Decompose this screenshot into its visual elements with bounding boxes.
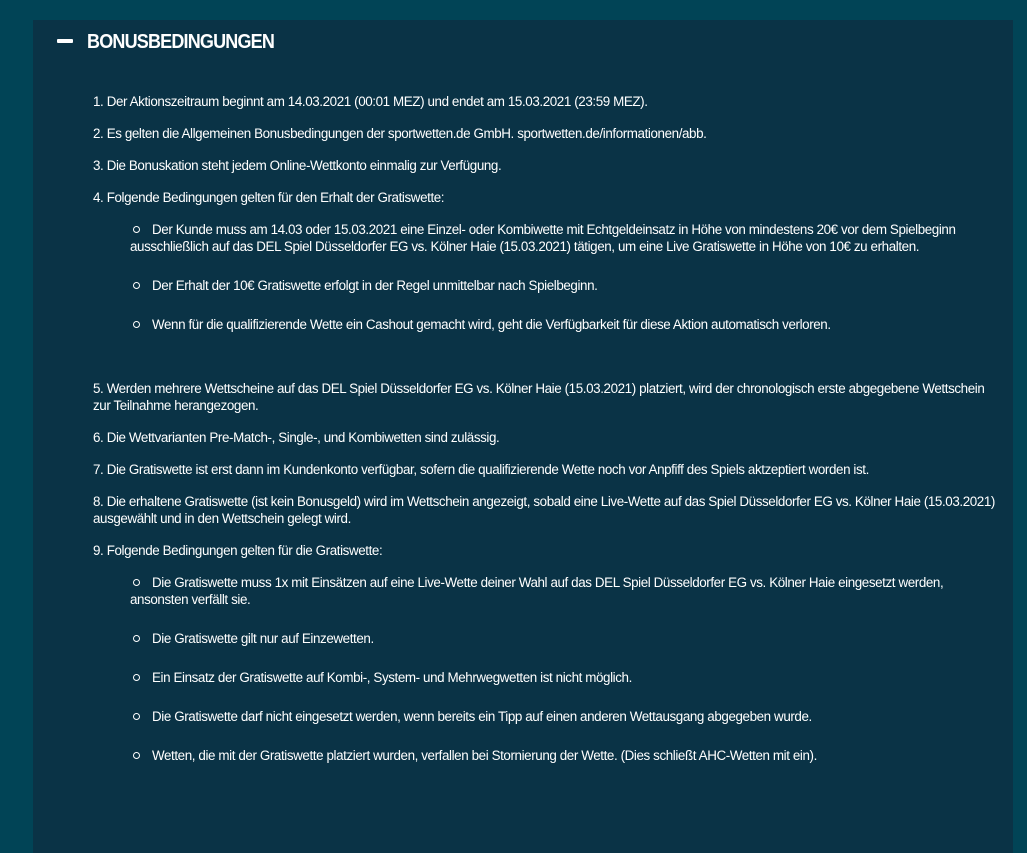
term-4: 4. Folgende Bedingungen gelten für den Erhalt der Gratiswette: <box>93 190 445 205</box>
circle-bullet-icon <box>133 752 140 759</box>
term-7: 7. Die Gratiswette ist erst dann im Kundenkonto verfügbar, sofern die qualifizierende Wette noch vor Anpfiff des Spiels aktzeptiert worden ist. <box>93 462 869 477</box>
bonus-terms-header[interactable] <box>33 20 1013 64</box>
list-item <box>130 630 1003 647</box>
circle-bullet-icon <box>133 713 140 720</box>
bonus-terms-panel <box>33 20 1013 853</box>
circle-bullet-icon <box>133 579 140 586</box>
list-item-text: Der Erhalt der 10€ Gratiswette erfolgt in der Regel unmittelbar nach Spielbeginn. <box>152 278 598 293</box>
term-3: 3. Die Bonuskation steht jedem Online-Wettkonto einmalig zur Verfügung. <box>93 158 502 173</box>
list-item-text: Die Gratiswette muss 1x mit Einsätzen auf eine Live-Wette deiner Wahl auf das DEL Spiel Düsseldorfer EG vs. Kölner Haie eingesetzt werden, ansonsten verfällt sie. <box>130 575 944 607</box>
list-item-text: Der Kunde muss am 14.03 oder 15.03.2021 eine Einzel- oder Kombiwette mit Echtgeldeinsatz in Höhe von mindestens 20€ vor dem Spielbeginn ausschließlich auf das DEL Spiel Düsseldorfer EG vs. Kölner Haie (15.03.2021) tätigen, um eine Live Gratiswette in Höhe von 10€ zu erhalten. <box>130 222 956 254</box>
list-item <box>130 574 1003 608</box>
list-item-text: Die Gratiswette darf nicht eingesetzt werden, wenn bereits ein Tipp auf einen anderen Wettausgang abgegeben wurde. <box>152 709 812 724</box>
term-4-sublist <box>93 221 1003 333</box>
list-item <box>130 221 1003 255</box>
term-9: 9. Folgende Bedingungen gelten für die Gratiswette: <box>93 543 383 558</box>
circle-bullet-icon <box>133 674 140 681</box>
list-item <box>130 747 1003 764</box>
list-item <box>130 669 1003 686</box>
circle-bullet-icon <box>133 282 140 289</box>
list-item-text: Wetten, die mit der Gratiswette platziert wurden, verfallen bei Stornierung der Wette. (Dies schließt AHC-Wetten mit ein). <box>152 748 817 763</box>
list-item <box>130 316 1003 333</box>
list-item-text: Ein Einsatz der Gratiswette auf Kombi-, System- und Mehrwegwetten ist nicht möglich. <box>152 670 632 685</box>
term-6: 6. Die Wettvarianten Pre-Match-, Single-, und Kombiwetten sind zulässig. <box>93 430 500 445</box>
spacer <box>93 355 1003 380</box>
term-9-sublist <box>93 574 1003 764</box>
terms-content <box>93 93 1003 786</box>
list-item-text: Wenn für die qualifizierende Wette ein Cashout gemacht wird, geht die Verfügbarkeit für diese Aktion automatisch verloren. <box>152 317 831 332</box>
list-item <box>130 708 1003 725</box>
term-5: 5. Werden mehrere Wettscheine auf das DEL Spiel Düsseldorfer EG vs. Kölner Haie (15.03.2021) platziert, wird der chronologisch erste abgegebene Wettschein zur Teilnahme herangezogen. <box>93 381 985 413</box>
list-item <box>130 277 1003 294</box>
circle-bullet-icon <box>133 321 140 328</box>
term-8: 8. Die erhaltene Gratiswette (ist kein Bonusgeld) wird im Wettschein angezeigt, sobald eine Live-Wette auf das Spiel Düsseldorfer EG vs. Kölner Haie (15.03.2021) ausgewählt und in den Wettschein gelegt wird. <box>93 494 995 526</box>
circle-bullet-icon <box>133 635 140 642</box>
minus-icon[interactable] <box>57 39 73 43</box>
circle-bullet-icon <box>133 226 140 233</box>
term-1: 1. Der Aktionszeitraum beginnt am 14.03.2021 (00:01 MEZ) und endet am 15.03.2021 (23:59 MEZ). <box>93 94 648 109</box>
term-2: 2. Es gelten die Allgemeinen Bonusbedingungen der sportwetten.de GmbH. sportwetten.de/informationen/abb. <box>93 126 707 141</box>
panel-title: BONUSBEDINGUNGEN <box>87 31 275 53</box>
list-item-text: Die Gratiswette gilt nur auf Einzewetten. <box>152 631 374 646</box>
